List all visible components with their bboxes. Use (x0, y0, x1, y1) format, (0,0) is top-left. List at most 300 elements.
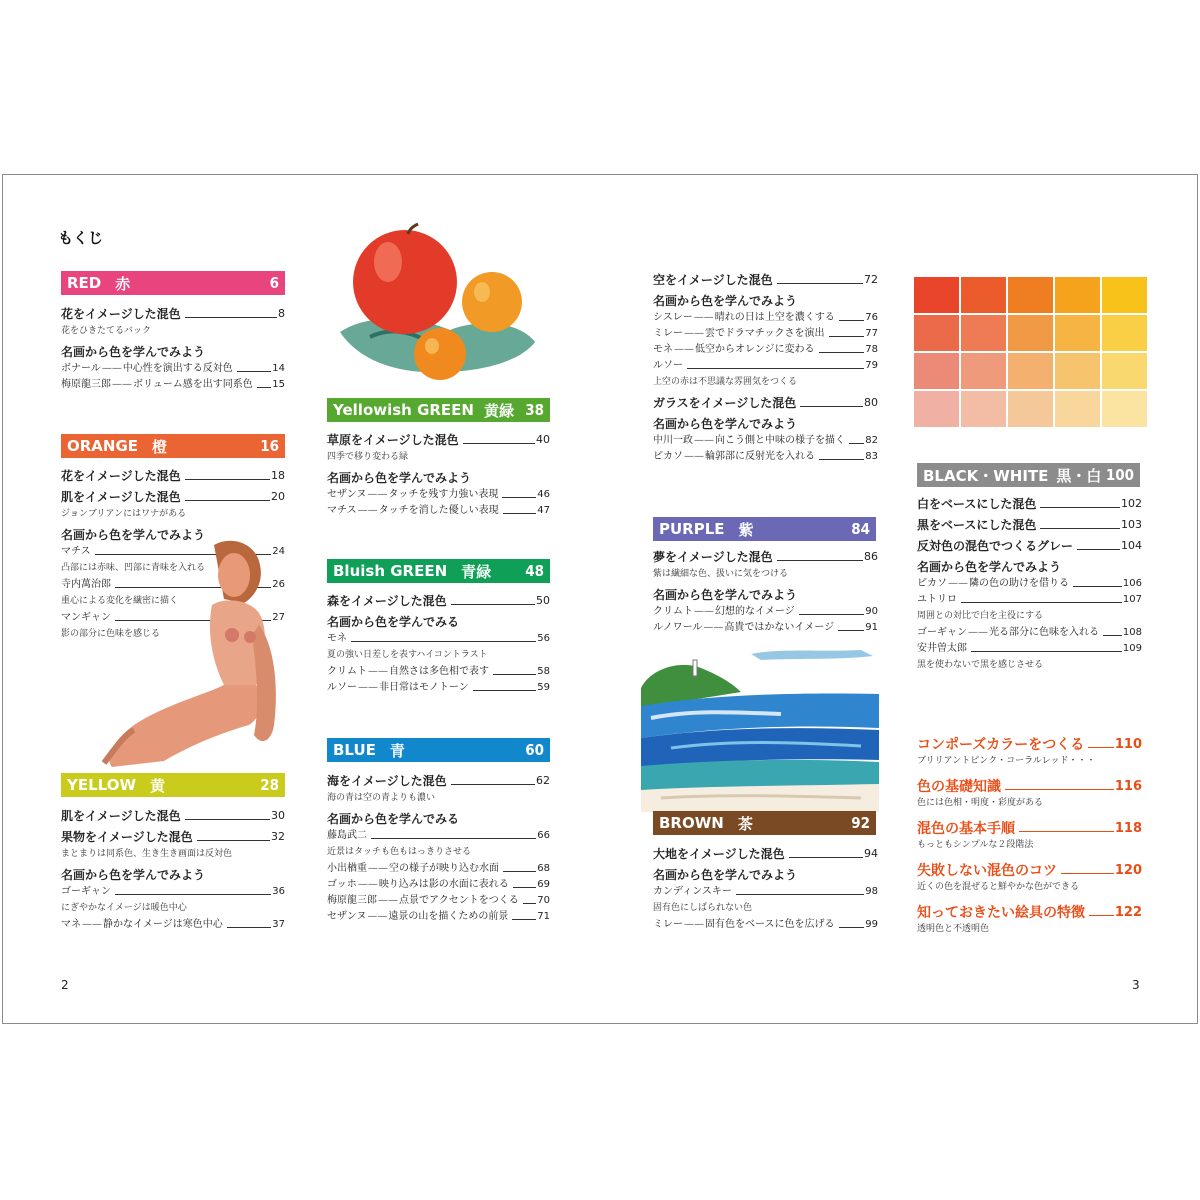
section-en: ORANGE (67, 437, 139, 455)
entry-title: 名画から色を学んでみよう (61, 345, 206, 359)
entry-description: 雲でドラマチックさを演出 (705, 328, 825, 339)
entry-page: 59 (537, 682, 550, 693)
entry-page: 47 (537, 505, 550, 516)
entry-note: 透明色と不透明色 (917, 924, 990, 934)
entry-title: 名画から色を学んでみる (327, 812, 460, 826)
dash-separator (694, 604, 714, 620)
dash-separator (102, 361, 122, 377)
toc-title: もくじ (58, 229, 104, 247)
toc-entry (653, 292, 878, 310)
leader-line (819, 352, 865, 353)
entry-title: 名画から色を学んでみよう (327, 471, 472, 485)
entry-page: 46 (537, 489, 550, 500)
entry-note: 固有色にしばられない色 (653, 903, 753, 913)
section-en: PURPLE (659, 520, 725, 538)
entry-page: 26 (272, 579, 285, 590)
section-en: Bluish GREEN (333, 562, 448, 580)
entry-note: にぎやかなイメージは暖色中心 (61, 903, 187, 913)
entry-note: 近くの色を混ぜると鮮やかな色ができる (917, 882, 1080, 892)
toc-entry[interactable] (327, 431, 550, 449)
artist-name: 中川一政 (653, 435, 693, 446)
leader-line (687, 368, 864, 369)
section-header-orange (61, 434, 285, 458)
toc-subentry[interactable] (917, 576, 1142, 592)
entry-page: 8 (278, 307, 285, 320)
entry-page: 83 (865, 451, 878, 462)
toc-subentry[interactable] (61, 377, 285, 393)
section-header-yellow (61, 773, 285, 797)
dash-separator (358, 503, 378, 519)
section-header-purple (653, 517, 876, 541)
toc-entry[interactable] (917, 495, 1142, 513)
entry-page: 58 (537, 666, 550, 677)
leader-line (839, 320, 865, 321)
swatch-cell (914, 277, 959, 313)
section-page: 60 (525, 741, 544, 759)
entry-title: 黒をベースにした混色 (917, 518, 1037, 532)
entry-description: 向こう側と中味の様子を描く (715, 435, 845, 446)
section-page: 92 (851, 814, 870, 832)
entry-title: 反対色の混色でつくるグレー (917, 539, 1074, 553)
toc-subentry[interactable] (917, 625, 1142, 641)
entry-page: 37 (272, 919, 285, 930)
entry-title: 花をイメージした混色 (61, 307, 181, 321)
swatch-cell (1055, 277, 1100, 313)
entry-description: 晴れの日は上空を濃くする (714, 312, 835, 323)
swatch-cell (914, 391, 959, 427)
toc-subentry[interactable] (653, 342, 878, 358)
toc-entry[interactable] (327, 592, 550, 610)
toc-subentry[interactable] (653, 884, 878, 900)
artist-name: ゴーギャン (61, 886, 111, 897)
entry-note: 花をひきたてるバック (61, 326, 152, 336)
entry-note: 四季で移り変わる緑 (327, 452, 409, 462)
entry-page: 27 (272, 612, 285, 623)
toc-subentry[interactable] (327, 877, 550, 893)
toc-subentry[interactable] (653, 449, 878, 465)
entry-title: 名画から色を学んでみよう (653, 417, 798, 431)
toc-subentry[interactable] (917, 641, 1142, 657)
toc-subentry[interactable] (653, 326, 878, 342)
leader-line (502, 497, 536, 498)
entry-title: 知っておきたい絵具の特徴 (917, 905, 1085, 921)
leader-line (237, 371, 271, 372)
leader-line (971, 651, 1122, 652)
section-header-blue (327, 738, 550, 762)
toc-entry (653, 586, 878, 604)
toc-entry (327, 810, 550, 828)
toc-entry (917, 558, 1142, 576)
dash-separator (358, 877, 378, 893)
entry-note: まとまりは同系色、生き生き画面は反対色 (61, 849, 233, 859)
entry-page: 80 (864, 396, 878, 409)
swatch-cell (1055, 315, 1100, 351)
toc-entry (327, 469, 550, 487)
leader-line (1019, 831, 1114, 832)
leader-line (1073, 586, 1122, 587)
page-number-right: 3 (1132, 978, 1140, 992)
toc-subentry[interactable] (327, 487, 550, 503)
entry-page: 76 (865, 312, 878, 323)
toc-subentry[interactable] (327, 828, 550, 844)
toc-subentry[interactable] (327, 861, 550, 877)
swatch-cell (961, 277, 1006, 313)
leader-line (185, 500, 270, 501)
entry-note: 上空の赤は不思議な雰囲気をつくる (653, 377, 798, 387)
swatch-cell (1102, 315, 1147, 351)
swatch-cell (1055, 353, 1100, 389)
toc-entry[interactable] (61, 828, 285, 846)
leader-line (736, 894, 864, 895)
toc-subentry[interactable] (653, 917, 878, 933)
entry-page: 122 (1114, 905, 1142, 920)
section-en: BLACK・WHITE (923, 466, 1049, 485)
entries-yellowish-green (327, 428, 550, 519)
swatch-cell (961, 353, 1006, 389)
entries-yellow (61, 804, 285, 933)
entry-page: 30 (271, 809, 285, 822)
entry-description: ボリューム感を出す同系色 (133, 379, 253, 390)
entry-title: 海をイメージした混色 (327, 774, 447, 788)
toc-subentry[interactable] (327, 631, 550, 647)
entry-page: 118 (1114, 821, 1142, 836)
leader-line (451, 604, 535, 605)
toc-entry[interactable] (61, 488, 285, 506)
swatch-cell (914, 353, 959, 389)
artist-name: マチス (327, 505, 357, 516)
toc-subentry[interactable] (327, 909, 550, 925)
section-jp: 青緑 (461, 562, 492, 581)
entries-blue (327, 769, 550, 925)
dash-separator (367, 487, 387, 503)
section-header-black-white (917, 463, 1140, 487)
dash-separator (82, 917, 102, 933)
entries-purple (653, 545, 878, 636)
artist-name: 小出楢重 (327, 863, 367, 874)
dash-separator (684, 917, 704, 933)
dash-separator (968, 625, 988, 641)
section-en: Yellowish GREEN (333, 401, 474, 419)
leader-line (777, 560, 863, 561)
leader-line (197, 840, 270, 841)
toc-subentry[interactable] (61, 917, 285, 933)
toc-entry (61, 343, 285, 361)
toc-entry[interactable] (61, 807, 285, 825)
swatch-cell (1008, 315, 1053, 351)
leader-line (503, 513, 537, 514)
entry-title: 失敗しない混色のコツ (917, 863, 1057, 879)
entry-page: 90 (865, 606, 878, 617)
artist-name: セザンヌ (327, 489, 367, 500)
toc-entry (653, 415, 878, 433)
artist-name: マネ (61, 919, 81, 930)
entry-page: 24 (272, 546, 285, 557)
entry-note: 凸部には赤味、凹部に青味を入れる (61, 563, 206, 573)
artist-name: ルノワール (653, 622, 703, 633)
entry-page: 116 (1114, 779, 1142, 794)
section-en: BROWN (659, 814, 724, 832)
leader-line (1088, 747, 1114, 748)
entry-page: 32 (271, 830, 285, 843)
artist-name: ミレー (653, 328, 683, 339)
artist-name: ミレー (653, 919, 683, 930)
artist-name: ボナール (61, 363, 101, 374)
entry-page: 20 (271, 490, 285, 503)
artist-name: 寺内萬治郎 (61, 579, 111, 590)
section-jp: 青 (389, 741, 405, 760)
entry-title: 空をイメージした混色 (653, 273, 773, 287)
leader-line (185, 819, 270, 820)
toc-entry (61, 866, 285, 884)
entry-title: 夢をイメージした混色 (653, 550, 773, 564)
section-header-brown (653, 811, 876, 835)
toc-subentry[interactable] (61, 361, 285, 377)
entry-description: 光る部分に色味を入れる (989, 627, 1099, 638)
dash-separator (112, 377, 132, 393)
section-page: 6 (269, 274, 279, 292)
section-jp: 黒・白 (1056, 466, 1102, 485)
entry-title: 名画から色を学んでみよう (653, 868, 798, 882)
entry-title: 名画から色を学んでみよう (61, 868, 206, 882)
toc-entry[interactable] (61, 305, 285, 323)
dash-separator (674, 342, 694, 358)
entry-page: 120 (1114, 863, 1142, 878)
leader-line (473, 690, 537, 691)
artist-name: 梅原龍三郎 (327, 895, 377, 906)
artist-name: クリムト (653, 606, 693, 617)
entry-title: 名画から色を学んでみよう (653, 294, 798, 308)
artist-name: ルソー (327, 682, 357, 693)
section-page: 28 (260, 776, 279, 794)
toc-entry[interactable] (327, 772, 550, 790)
leader-line (185, 317, 277, 318)
entry-page: 107 (1122, 594, 1142, 605)
leader-line (227, 927, 272, 928)
toc-subentry[interactable] (653, 310, 878, 326)
swatch-cell (961, 315, 1006, 351)
toc-entry[interactable] (653, 394, 878, 412)
toc-subentry[interactable] (917, 592, 1142, 608)
swatch-cell (1102, 391, 1147, 427)
entry-note: 海の青は空の青よりも濃い (327, 793, 436, 803)
leader-line (849, 443, 864, 444)
entry-note: 黒を使わないで黒を感じさせる (917, 660, 1044, 670)
entry-description: 高貴ではかないイメージ (724, 622, 835, 633)
entry-description: 非日常はモノトーン (379, 682, 469, 693)
section-jp: 黄緑 (483, 401, 514, 420)
entry-note: もっともシンプルな２段階法 (917, 840, 1034, 850)
entries-black-white (917, 492, 1142, 674)
toc-subentry[interactable] (653, 358, 878, 374)
artist-name: ゴッホ (327, 879, 357, 890)
swatch-cell (1102, 277, 1147, 313)
entry-title: 名画から色を学んでみよう (917, 560, 1062, 574)
leader-line (493, 674, 536, 675)
leader-line (512, 919, 536, 920)
dash-separator (694, 433, 714, 449)
artist-name: ピカソ (653, 451, 683, 462)
entry-page: 72 (864, 273, 878, 286)
entry-page: 110 (1114, 737, 1142, 752)
leader-line (513, 887, 536, 888)
entry-description: 固有色をベースに色を広げる (705, 919, 835, 930)
entries-red (61, 302, 285, 393)
entry-page: 106 (1122, 578, 1142, 589)
leader-line (800, 406, 863, 407)
toc-subentry[interactable] (653, 433, 878, 449)
artist-name: 梅原龍三郎 (61, 379, 111, 390)
artist-name: モネ (653, 344, 673, 355)
entry-page: 62 (536, 774, 550, 787)
entry-note: 重心による変化を繊密に描く (61, 596, 179, 606)
toc-entry[interactable] (653, 271, 878, 289)
entry-page: 68 (537, 863, 550, 874)
page-number-left: 2 (61, 978, 69, 992)
entry-page: 82 (865, 435, 878, 446)
toc-entry[interactable] (917, 516, 1142, 534)
toc-entry[interactable] (61, 467, 285, 485)
entry-page: 71 (537, 911, 550, 922)
artist-name: ユトリロ (917, 594, 957, 605)
entry-description: 映り込みは影の水面に表れる (378, 879, 509, 890)
section-en: YELLOW (67, 776, 136, 794)
entry-title: 森をイメージした混色 (327, 594, 447, 608)
entry-note: ブリリアントピンク・コーラルレッド・・・ (917, 756, 1096, 766)
dash-separator (358, 680, 378, 696)
entries-bluish-green (327, 589, 550, 696)
swatch-cell (1055, 391, 1100, 427)
entry-page: 70 (537, 895, 550, 906)
entry-title: 白をベースにした混色 (917, 497, 1037, 511)
swatch-cell (914, 315, 959, 351)
entry-description: 空の様子が映り込む水面 (389, 863, 499, 874)
entry-description: 点景でアクセントをつくる (399, 895, 519, 906)
toc-subentry[interactable] (327, 680, 550, 696)
entry-description: 自然さは多色相で表す (389, 666, 489, 677)
leader-line (829, 336, 865, 337)
leader-line (503, 871, 536, 872)
entry-note: 紫は繊細な色、扱いに気をつける (653, 569, 789, 579)
toc-subentry[interactable] (327, 503, 550, 519)
entry-page: 109 (1122, 643, 1142, 654)
entry-note: 色には色相・明度・彩度がある (917, 798, 1044, 808)
entry-title: 色の基礎知識 (917, 779, 1001, 795)
entry-page: 14 (272, 363, 285, 374)
toc-subentry[interactable] (653, 620, 878, 636)
artist-name: マンギャン (61, 612, 111, 623)
entry-page: 94 (864, 847, 878, 860)
entry-description: タッチを消した優しい表現 (378, 505, 499, 516)
entry-title: 大地をイメージした混色 (653, 847, 785, 861)
seascape-painting (641, 648, 879, 812)
entry-description: 低空からオレンジに変わる (695, 344, 815, 355)
artist-name: カンディンスキー (653, 886, 732, 897)
dash-separator (684, 326, 704, 342)
entry-page: 91 (865, 622, 878, 633)
toc-entry[interactable] (653, 548, 878, 566)
section-header-yellowish-green (327, 398, 550, 422)
entry-title: 草原をイメージした混色 (327, 433, 459, 447)
nude-figure-painting (74, 535, 294, 770)
artist-name: 安井曽太郎 (917, 643, 967, 654)
dash-separator (694, 310, 714, 326)
leader-line (463, 443, 535, 444)
leader-line (789, 857, 863, 858)
artist-name: セザンヌ (327, 911, 367, 922)
entry-page: 103 (1121, 518, 1142, 531)
entry-title: 混色の基本手順 (917, 821, 1015, 837)
artist-name: モネ (327, 633, 347, 644)
leader-line (523, 903, 537, 904)
toc-entry[interactable] (917, 537, 1142, 555)
toc-subentry[interactable] (327, 664, 550, 680)
leader-line (1040, 528, 1120, 529)
section-page: 100 (1105, 466, 1134, 484)
artist-name: ピカソ (917, 578, 947, 589)
entries-brown (653, 842, 878, 933)
section-en: BLUE (333, 741, 376, 759)
dash-separator (684, 449, 704, 465)
entry-note: 近景はタッチも色もはっきりさせる (327, 847, 472, 857)
entry-page: 40 (536, 433, 550, 446)
entry-note: 周囲との対比で白を主役にする (917, 611, 1044, 621)
section-jp: 紫 (738, 520, 754, 539)
section-en: RED (67, 274, 102, 292)
toc-subentry[interactable] (327, 893, 550, 909)
section-page: 38 (525, 401, 544, 419)
entry-title: 花をイメージした混色 (61, 469, 181, 483)
swatch-cell (1008, 353, 1053, 389)
entry-title: コンポーズカラーをつくる (917, 737, 1085, 753)
leader-line (451, 784, 535, 785)
leader-line (1077, 549, 1120, 550)
entry-note: 夏の強い日差しを表すハイコントラスト (327, 650, 488, 660)
dash-separator (367, 909, 387, 925)
artist-name: ルソー (653, 360, 683, 371)
entry-title: 名画から色を学んでみよう (61, 528, 206, 542)
toc-entry (327, 613, 550, 631)
entries-sky (653, 268, 878, 465)
entry-page: 104 (1121, 539, 1142, 552)
section-header-red (61, 271, 285, 295)
leader-line (819, 459, 864, 460)
entry-title: 名画から色を学んでみる (327, 615, 460, 629)
toc-subentry[interactable] (653, 604, 878, 620)
entry-note: ジョンブリアンにはワナがある (61, 509, 187, 519)
leader-line (799, 614, 865, 615)
leader-line (1005, 789, 1114, 790)
leader-line (185, 479, 270, 480)
leader-line (1089, 915, 1114, 916)
artist-name: ゴーギャン (917, 627, 967, 638)
leader-line (777, 283, 863, 284)
entry-page: 99 (865, 919, 878, 930)
entry-page: 77 (865, 328, 878, 339)
leader-line (115, 894, 271, 895)
section-jp: 赤 (115, 274, 131, 293)
toc-entry[interactable] (653, 845, 878, 863)
entry-description: 輪郭部に反射光を入れる (705, 451, 815, 462)
entry-description: 中心性を演出する反対色 (122, 363, 233, 374)
toc-subentry[interactable] (61, 884, 285, 900)
entry-description: 隣の色の助けを借りる (969, 578, 1069, 589)
section-page: 84 (851, 520, 870, 538)
leader-line (961, 602, 1122, 603)
entry-page: 50 (536, 594, 550, 607)
leader-line (1040, 507, 1120, 508)
entry-page: 78 (865, 344, 878, 355)
entry-description: 遠景の山を描くための前景 (388, 911, 509, 922)
